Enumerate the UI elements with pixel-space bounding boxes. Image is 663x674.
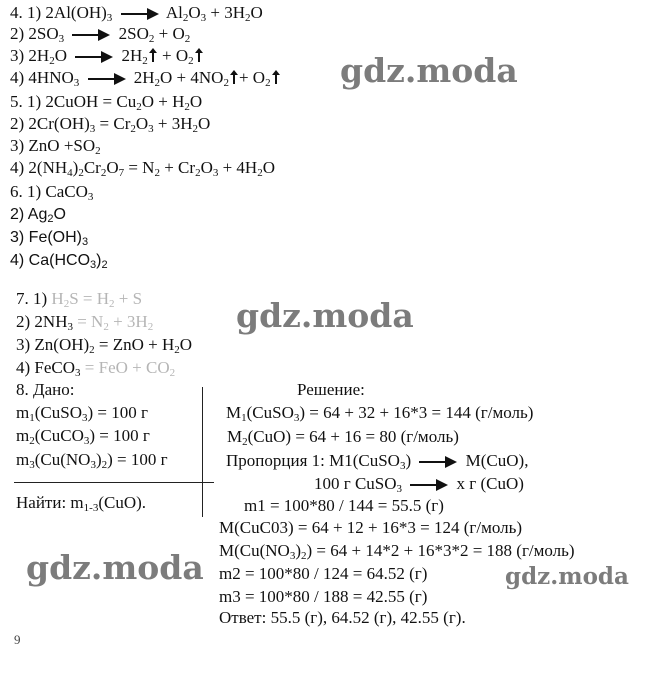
sub: 2 <box>63 298 70 310</box>
p5-line2 <box>10 114 210 134</box>
sub: 2 <box>154 167 160 179</box>
sub: 3 <box>148 123 154 135</box>
sub: 2 <box>78 167 84 179</box>
p4-line4 <box>10 68 281 88</box>
sub: 2 <box>184 101 190 113</box>
given-line1 <box>16 403 148 423</box>
sub: 3 <box>58 33 65 45</box>
sub: 2 <box>29 435 35 447</box>
text: ) <box>405 451 412 470</box>
text: 3) Fe(OH) <box>10 229 82 246</box>
solution-line6: M(CuC03) = 64 + 12 + 16*3 = 124 (г/моль) <box>219 518 523 537</box>
sub: 3 <box>89 123 96 135</box>
sub: 3 <box>90 259 97 271</box>
sub: 2 <box>188 55 194 67</box>
text: (CuCO <box>34 426 84 445</box>
text: Найти: m <box>16 493 84 512</box>
arrow-right-icon <box>72 29 110 41</box>
sub: 3 <box>82 236 89 248</box>
text: O <box>106 158 119 177</box>
text: 100 г CuSO <box>314 474 397 493</box>
given-line2 <box>16 426 150 446</box>
sub: 2 <box>49 55 55 67</box>
sub: 3 <box>75 367 81 379</box>
sub: 3 <box>29 459 35 471</box>
sub: 3 <box>106 12 113 24</box>
sub: 2 <box>182 12 189 24</box>
p7-line1 <box>16 289 142 309</box>
text: 4) FeCO <box>16 358 76 377</box>
faded-equation <box>51 289 142 308</box>
p5-line1 <box>10 92 202 112</box>
sub: 2 <box>103 321 109 333</box>
text: ) = 64 + 32 + 16*3 = 144 (г/моль) <box>299 403 534 422</box>
text: + O <box>154 24 185 43</box>
text: 3) 2H <box>10 46 50 65</box>
sub: 2 <box>100 167 107 179</box>
text: 2) 2NH <box>16 312 68 331</box>
text: 4) 4HNO <box>10 68 74 87</box>
text: ) <box>295 541 302 560</box>
text: 2SO <box>118 24 149 43</box>
text: H <box>51 289 64 308</box>
arrow-up-icon <box>230 70 238 84</box>
sub: 2 <box>174 344 180 356</box>
text: S = H <box>69 289 110 308</box>
text: ) <box>72 158 79 177</box>
text: ) <box>95 450 102 469</box>
text: = FeO + CO <box>80 358 170 377</box>
text: + S <box>114 289 143 308</box>
text: 2H <box>121 46 143 65</box>
text: 5. 1) 2CuOH = Cu <box>10 92 137 111</box>
text: 2) Ag <box>10 206 48 223</box>
sub: 1 <box>241 412 247 424</box>
arrow-right-icon <box>88 73 126 85</box>
sub: 2 <box>47 213 54 225</box>
p4-line2 <box>10 24 190 44</box>
sub: 1-3 <box>83 502 99 514</box>
sub: 3 <box>399 460 406 472</box>
sub: 7 <box>118 167 125 179</box>
text: 3) Zn(OH) <box>16 335 90 354</box>
sub: 3 <box>67 321 73 333</box>
text: m <box>16 450 30 469</box>
text: O + H <box>141 92 185 111</box>
sub: 3 <box>293 412 300 424</box>
text: ) = 100 г <box>89 426 150 445</box>
sub: 2 <box>242 436 248 448</box>
text: 4. 1) 2Al(OH) <box>10 3 107 22</box>
text: O <box>198 114 211 133</box>
text: M(CuO), <box>465 451 529 470</box>
text: M(Cu(NO <box>219 541 290 560</box>
text: m <box>16 403 30 422</box>
sub: 2 <box>136 101 142 113</box>
sub: 3 <box>73 77 80 89</box>
text: ) <box>96 252 102 269</box>
text: (CuSO <box>246 403 294 422</box>
text: Al <box>165 3 183 22</box>
given-title: 8. Дано: <box>16 380 75 399</box>
sub: 2 <box>245 12 251 24</box>
watermark: gdz.moda <box>26 548 204 587</box>
text: 7. 1) <box>16 289 52 308</box>
sub: 3 <box>83 435 90 447</box>
text: O <box>54 46 67 65</box>
p6-line1 <box>10 182 93 202</box>
text: 6. 1) CaCO <box>10 182 88 201</box>
text: O <box>188 3 201 22</box>
sub: 2 <box>154 77 161 89</box>
sub: 2 <box>192 123 199 135</box>
text: Пропорция 1: M1(CuSO <box>226 451 400 470</box>
text: 2) 2SO <box>10 24 59 43</box>
text: ) = 64 + 14*2 + 16*3*2 = 188 (г/моль) <box>306 541 575 560</box>
sub: 4 <box>67 167 73 179</box>
arrow-right-icon <box>419 456 457 468</box>
arrow-right-icon <box>75 51 113 63</box>
p6-line3 <box>10 228 88 248</box>
text: = N <box>72 312 104 331</box>
faded-equation <box>81 358 176 377</box>
text: = N <box>124 158 155 177</box>
arrow-up-icon <box>195 48 203 62</box>
arrow-up-icon <box>149 48 157 62</box>
text: + O <box>238 68 266 87</box>
given-divider <box>14 482 214 483</box>
arrow-right-icon <box>410 479 448 491</box>
solution-line7 <box>219 541 575 561</box>
watermark: gdz.moda <box>505 563 629 590</box>
arrow-up-icon <box>272 70 280 84</box>
solution-line5: m1 = 100*80 / 144 = 55.5 (г) <box>244 496 444 515</box>
solution-line8: m2 = 100*80 / 124 = 64.52 (г) <box>219 564 428 583</box>
text: O <box>250 3 263 22</box>
solution-line9: m3 = 100*80 / 188 = 42.55 (г) <box>219 587 428 606</box>
sub: 2 <box>195 167 201 179</box>
given-line3 <box>16 450 168 470</box>
text: + 4H <box>218 158 258 177</box>
p6-line2 <box>10 205 66 225</box>
sub: 2 <box>89 344 95 356</box>
sub: 3 <box>212 167 219 179</box>
sub: 2 <box>223 77 229 89</box>
text: O <box>262 158 275 177</box>
sub: 2 <box>257 167 263 179</box>
solution-line3 <box>226 451 528 471</box>
answer-line: Ответ: 55.5 (г), 64.52 (г), 42.55 (г). <box>219 608 466 627</box>
text: M <box>226 403 242 422</box>
sub: 3 <box>200 12 207 24</box>
sub: 3 <box>289 550 296 562</box>
text: 2H <box>133 68 155 87</box>
text: Cr <box>83 158 101 177</box>
sub: 3 <box>90 459 96 471</box>
text: O <box>179 335 193 354</box>
text: 4) Ca(HCO <box>10 252 91 269</box>
text: + Cr <box>159 158 196 177</box>
sub: 3 <box>81 412 88 424</box>
text: (CuO) = 64 + 16 = 80 (г/моль) <box>247 427 459 446</box>
text: O + 4NO <box>160 68 224 87</box>
faded-equation <box>73 312 153 331</box>
solution-line2 <box>227 427 459 447</box>
sub: 1 <box>29 412 35 424</box>
p4-line3 <box>10 46 204 66</box>
text: O <box>53 206 66 223</box>
sub: 2 <box>184 33 191 45</box>
text: M <box>227 427 243 446</box>
text: 3) ZnO +SO <box>10 136 96 155</box>
text: + 3H <box>153 114 193 133</box>
p5-line3 <box>10 136 101 156</box>
text: (CuO). <box>98 493 147 512</box>
text: ) = 100 г <box>87 403 148 422</box>
given-vertical-divider <box>202 387 203 517</box>
text: ) = 100 г <box>107 450 168 469</box>
watermark: gdz.moda <box>340 51 518 90</box>
text: O <box>200 158 213 177</box>
text: = ZnO + H <box>94 335 175 354</box>
sub: 2 <box>101 459 108 471</box>
sub: 2 <box>130 123 136 135</box>
sub: 2 <box>265 77 271 89</box>
p7-line4 <box>16 358 175 378</box>
text: (Cu(NO <box>34 450 91 469</box>
text: 2) 2Cr(OH) <box>10 114 90 133</box>
p6-line4 <box>10 251 108 271</box>
sub: 2 <box>109 298 115 310</box>
sub: 2 <box>301 550 307 562</box>
text: х г (CuO) <box>456 474 524 493</box>
text: m <box>16 426 30 445</box>
text: O <box>135 114 149 133</box>
text: (CuSO <box>34 403 82 422</box>
sub: 2 <box>142 55 148 67</box>
solution-line4 <box>314 474 524 494</box>
p7-line3 <box>16 335 192 355</box>
sub: 2 <box>95 145 101 157</box>
next-problem-number: 9 <box>14 632 21 647</box>
p7-line2 <box>16 312 153 332</box>
solution-line1 <box>226 403 533 423</box>
text: 4) 2(NH <box>10 158 68 177</box>
find-line <box>16 493 146 513</box>
sub: 3 <box>87 191 94 203</box>
text: = Cr <box>95 114 131 133</box>
sub: 2 <box>148 33 155 45</box>
text: + 3H <box>108 312 148 331</box>
sub: 2 <box>147 321 154 333</box>
watermark: gdz.moda <box>236 296 414 335</box>
text: + O <box>157 46 189 65</box>
sub: 3 <box>396 483 403 495</box>
p5-line4 <box>10 158 275 178</box>
arrow-right-icon <box>121 8 159 20</box>
sub: 2 <box>169 367 176 379</box>
text: + 3H <box>206 3 246 22</box>
p4-line1 <box>10 3 263 23</box>
solution-title: Решение: <box>297 380 365 399</box>
text: O <box>189 92 203 111</box>
sub: 2 <box>101 259 108 271</box>
